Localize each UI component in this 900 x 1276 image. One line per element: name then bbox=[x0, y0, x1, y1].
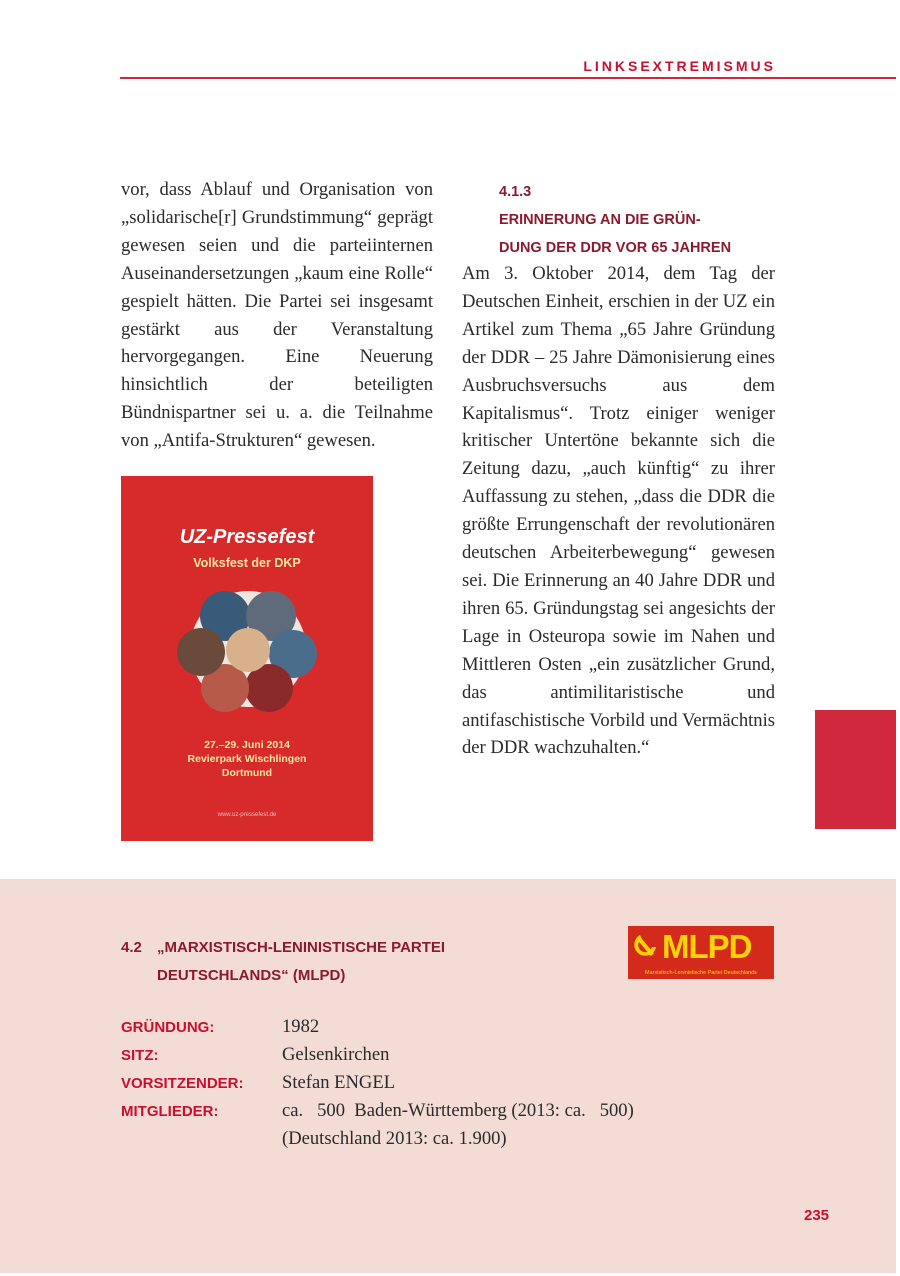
hammer-sickle-icon bbox=[632, 931, 662, 961]
mlpd-logo bbox=[628, 926, 774, 979]
right-column bbox=[462, 260, 775, 762]
logo-subtext: Marxistisch-Leninistische Partei Deutschlands bbox=[645, 970, 757, 976]
section-4-1-3-heading bbox=[499, 178, 789, 262]
section-number: 4.2 bbox=[121, 939, 142, 956]
header-rule bbox=[120, 77, 896, 79]
fact-value: Stefan ENGEL bbox=[282, 1072, 396, 1093]
right-paragraph: Am 3. Oktober 2014, dem Tag der Deutschen Einheit, erschien in der UZ ein Artikel zum Thema „65 Jahre Gründung der DDR – 25 Jahre Dämonisierung eines Ausbruchsversuchs aus dem Kapitalismus“. Trotz einiger weniger kritischer Untertöne bekannte sich die Zeitung dazu, „auch künftig“ zu ihrer Auffassung zu stehen, „dass die DDR die größte Errungenschaft der revolutionären deutschen Arbeiterbewegung“ gewesen sei. Die Erinnerung an 40 Jahre DDR und ihren 65. Gründungstag sei angesichts der Lage in Osteuropa sowie im Nahen und Mittleren Osten „ein zusätzlicher Grund, das antimilitaristische und antifaschistische Vorbild und Vermächtnis der DDR wachzuhalten.“ bbox=[462, 263, 775, 759]
logo-text: MLPD bbox=[662, 928, 752, 965]
section-number: 4.1.3 bbox=[499, 184, 532, 200]
section-4-2-heading bbox=[121, 934, 445, 990]
poster-photo-collage bbox=[173, 584, 323, 714]
left-paragraph: vor, dass Ablauf und Organisation von „solidarische[r] Grundstimmung“ geprägt gewesen seien und die parteiinternen Auseinandersetzungen „kaum eine Rolle“ gespielt hätten. Die Partei sei insgesamt gestärkt aus der Veranstaltung hervorgegangen. Eine Neuerung hinsichtlich der beteiligten Bündnispartner sei u. a. die Teilnahme von „Antifa-Strukturen“ gewesen. bbox=[121, 179, 433, 452]
uz-pressefest-poster bbox=[121, 476, 373, 841]
fact-value: ca. 500 Baden-Württemberg (2013: ca. 500) bbox=[282, 1100, 634, 1121]
poster-subtitle: Volksfest der DKP bbox=[193, 556, 301, 570]
fact-label: MITGLIEDER: bbox=[121, 1103, 219, 1120]
chapter-tab-marker bbox=[815, 710, 896, 829]
section-title-line2: DEUTSCHLANDS“ (MLPD) bbox=[157, 967, 346, 984]
fact-value: 1982 bbox=[282, 1016, 320, 1037]
left-column bbox=[121, 176, 433, 455]
poster-venue: Revierpark Wischlingen bbox=[187, 753, 307, 765]
fact-value: (Deutschland 2013: ca. 1.900) bbox=[282, 1128, 507, 1149]
section-title-line1: ERINNERUNG AN DIE GRÜN- bbox=[499, 212, 701, 228]
poster-city: Dortmund bbox=[221, 767, 273, 779]
fact-label: SITZ: bbox=[121, 1047, 159, 1064]
poster-date: 27.–29. Juni 2014 bbox=[204, 739, 290, 751]
page-number: 235 bbox=[804, 1207, 830, 1224]
fact-value: Gelsenkirchen bbox=[282, 1044, 390, 1065]
fact-label: GRÜNDUNG: bbox=[121, 1019, 215, 1036]
section-title-line1: „MARXISTISCH-LENINISTISCHE PARTEI bbox=[157, 939, 446, 956]
poster-url: www.uz-pressefest.de bbox=[217, 812, 277, 818]
poster-title: UZ-Pressefest bbox=[179, 526, 315, 548]
running-header: LINKSEXTREMISMUS bbox=[583, 58, 776, 74]
section-title-line2: DUNG DER DDR VOR 65 JAHREN bbox=[499, 240, 732, 256]
fact-label: VORSITZENDER: bbox=[121, 1075, 244, 1092]
poster-event-info bbox=[121, 738, 373, 780]
